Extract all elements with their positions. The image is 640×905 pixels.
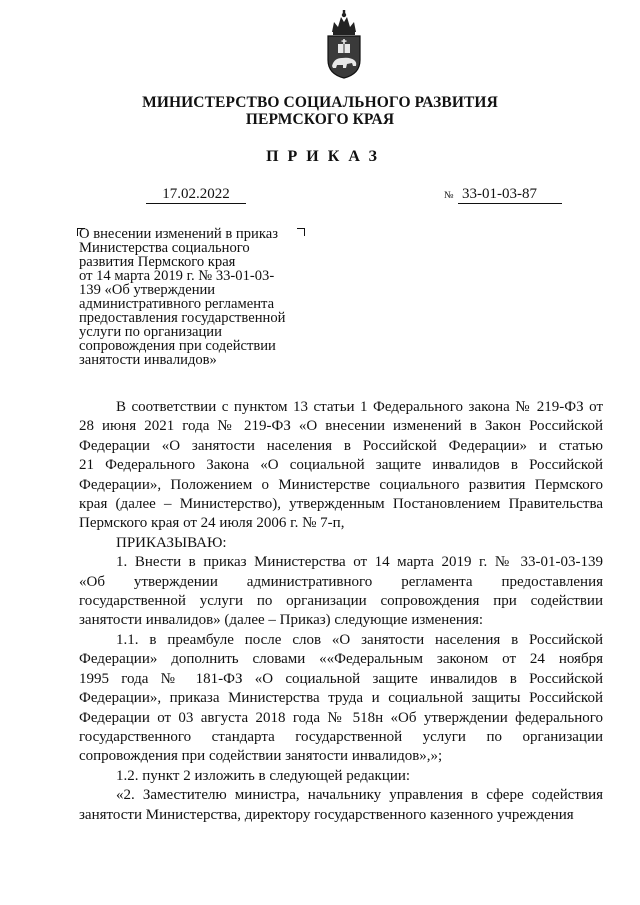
body-line: «2. Заместителю министра, начальнику управления в сфере содействия xyxy=(116,787,603,804)
body-line: края (далее – Министерство), утвержденным Постановлением Правительства xyxy=(79,496,603,513)
subject-line: занятости инвалидов» xyxy=(79,352,217,368)
order-number: 33-01-03-87 xyxy=(458,186,562,204)
ministry-name-line1: МИНИСТЕРСТВО СОЦИАЛЬНОГО РАЗВИТИЯ xyxy=(142,94,498,111)
body-line: государственной услуги по организации сопровождения при содействии xyxy=(79,593,603,610)
subject-line: административного регламента xyxy=(79,296,275,312)
body-line: занятости инвалидов» (далее – Приказ) следующие изменения: xyxy=(79,612,484,629)
subject-line: Министерства социального xyxy=(79,240,250,256)
body-line: занятости Министерства, директору государственного казенного учреждения xyxy=(79,806,574,823)
subject-line: предоставления государственной xyxy=(79,310,286,326)
body-line: Федерации «О занятости населения в Российской Федерации» и статью xyxy=(79,437,603,454)
order-date: 17.02.2022 xyxy=(146,186,246,204)
body-line: государственного стандарта государственной услуги по организации xyxy=(79,728,603,745)
body-line: сопровождения при содействии занятости инвалидов»,»; xyxy=(79,748,443,765)
body-line: «Об утверждении административного регламента предоставления xyxy=(79,573,603,590)
order-subject xyxy=(79,227,319,367)
subject-line: развития Пермского края xyxy=(79,254,236,270)
body-line: 28 июня 2021 года № 219-ФЗ «О внесении изменений в Закон Российской xyxy=(79,418,603,435)
body-line: 1. Внести в приказ Министерства от 14 марта 2019 г. № 33-01-03-139 xyxy=(116,554,603,571)
body-line: Федерации», Положением о Министерстве социального развития Пермского xyxy=(79,476,603,493)
subject-line: от 14 марта 2019 г. № 33-01-03- xyxy=(79,268,275,284)
order-body xyxy=(79,398,603,825)
body-line: Федерации от 03 августа 2018 года № 518н «Об утверждении федерального xyxy=(79,709,603,726)
body-line: 21 Федерального Закона «О социальной защите инвалидов в Российской xyxy=(79,457,603,474)
body-line: В соответствии с пунктом 13 статьи 1 Федерального закона № 219-ФЗ от xyxy=(116,399,603,415)
body-line: Федерации» дополнить словами ««Федеральным законом от 24 ноября xyxy=(79,651,603,668)
ministry-name-line2: ПЕРМСКОГО КРАЯ xyxy=(245,111,395,128)
body-line: 1.2. пункт 2 изложить в следующей редакции: xyxy=(116,767,411,784)
coat-of-arms-emblem xyxy=(322,8,366,80)
subject-line: 139 «Об утверждении xyxy=(79,282,216,298)
document-type-title: ПРИКАЗ xyxy=(266,148,386,165)
body-line: 1995 года № 181-ФЗ «О социальной защите инвалидов в Российской xyxy=(79,670,603,687)
order-directive: ПРИКАЗЫВАЮ: xyxy=(116,534,227,551)
subject-line: сопровождения при содействии xyxy=(79,338,276,354)
body-line: Пермского края от 24 июля 2006 г. № 7-п, xyxy=(79,515,345,532)
body-line: 1.1. в преамбуле после слов «О занятости населения в Российской xyxy=(116,631,603,648)
body-line: Федерации», приказа Министерства труда и социальной защиты Российской xyxy=(79,690,603,707)
subject-line: услуги по организации xyxy=(79,324,222,340)
number-sign: № xyxy=(444,190,454,201)
subject-line: О внесении изменений в приказ xyxy=(79,226,278,242)
